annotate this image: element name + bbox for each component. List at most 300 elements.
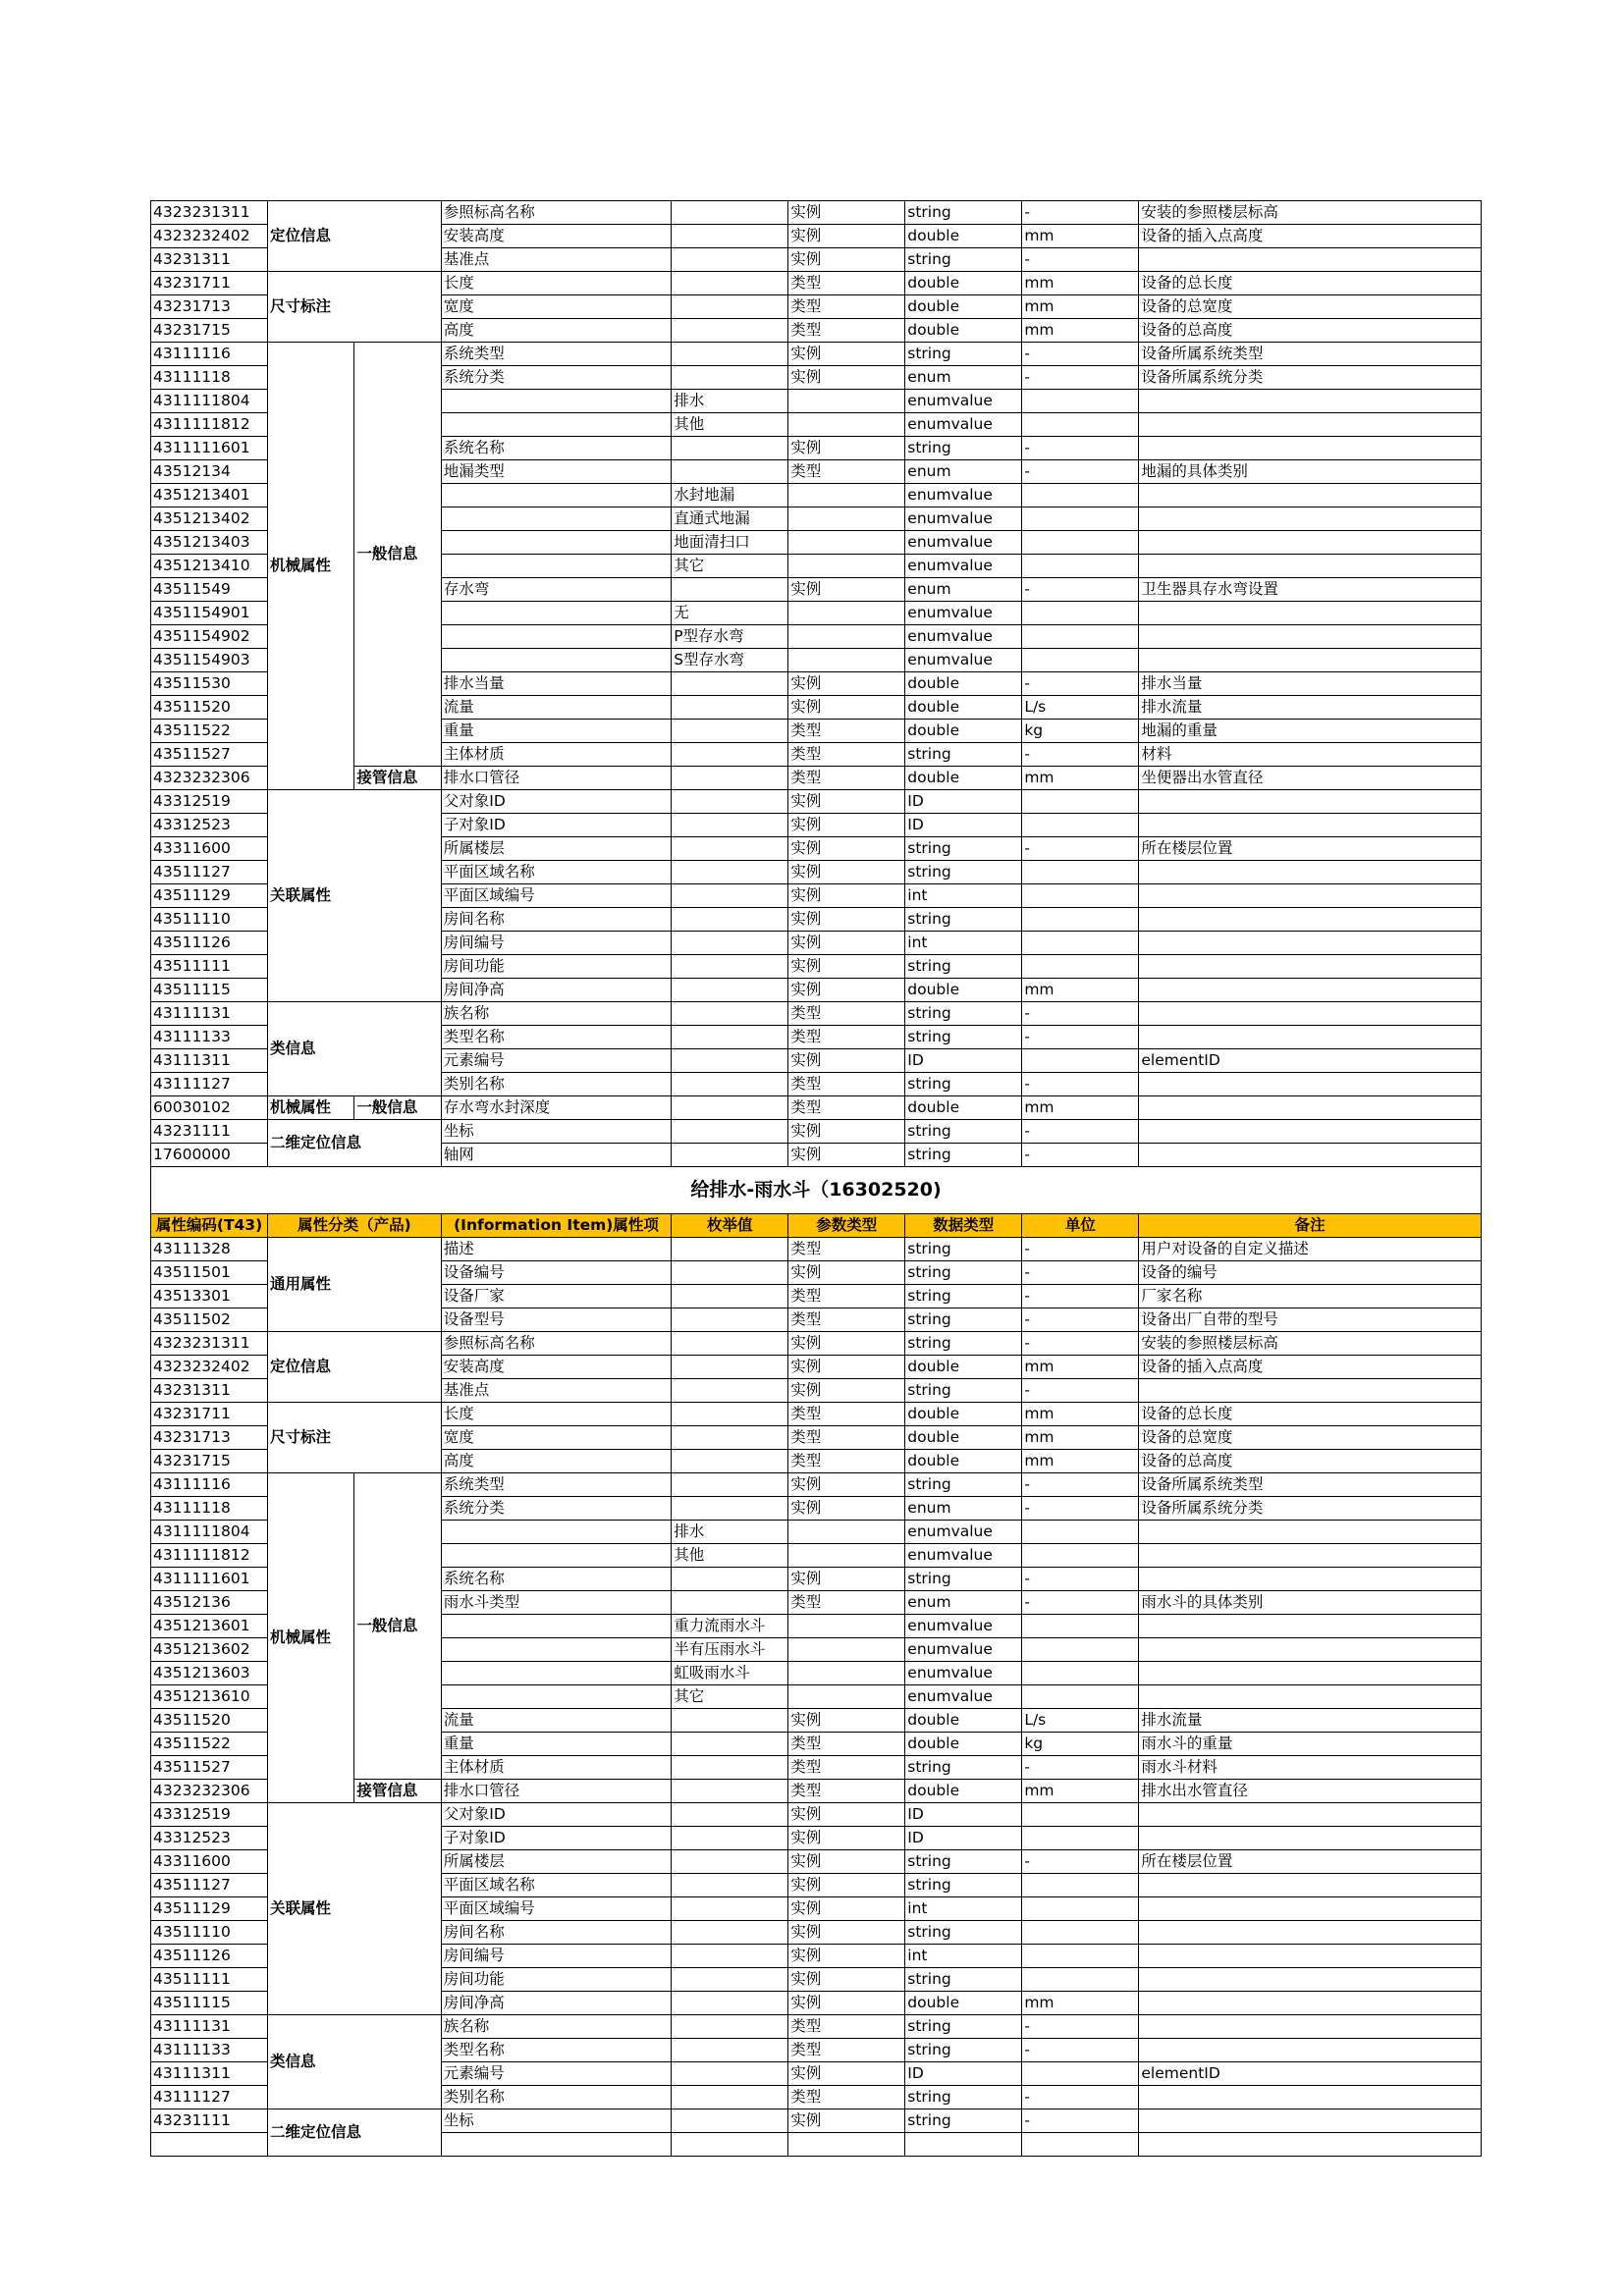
- enum-value-cell: [672, 366, 788, 390]
- param-type-cell: 类型: [788, 2086, 905, 2109]
- section-2-body: [151, 1238, 1482, 2157]
- unit-cell: mm: [1022, 295, 1139, 319]
- property-item-cell: 族名称: [441, 2015, 671, 2039]
- param-type-cell: 类型: [788, 1780, 905, 1803]
- data-type-cell: string: [905, 955, 1022, 979]
- property-item-cell: 主体材质: [441, 1756, 671, 1780]
- data-type-cell: double: [905, 1356, 1022, 1379]
- data-type-cell: double: [905, 720, 1022, 743]
- unit-cell: [1022, 1615, 1139, 1638]
- unit-cell: -: [1022, 2015, 1139, 2039]
- header-note: 备注: [1139, 1214, 1482, 1238]
- enum-value-cell: 排水: [672, 390, 788, 413]
- unit-cell: -: [1022, 1850, 1139, 1874]
- property-code-cell: 43111311: [151, 1049, 268, 1073]
- property-item-cell: 系统名称: [441, 1568, 671, 1591]
- enum-value-cell: 其它: [672, 1685, 788, 1709]
- enum-value-cell: 排水: [672, 1521, 788, 1544]
- property-code-cell: 43511129: [151, 1897, 268, 1921]
- note-cell: [1139, 1921, 1482, 1945]
- column-header-row: [151, 1214, 1482, 1238]
- property-code-cell: 43111116: [151, 1473, 268, 1497]
- property-code-cell: 43231713: [151, 295, 268, 319]
- note-cell: 排水流量: [1139, 1709, 1482, 1733]
- category-cell: 二维定位信息: [268, 1120, 442, 1167]
- property-item-cell: 基准点: [441, 1379, 671, 1403]
- property-item-cell: 排水口管径: [441, 767, 671, 790]
- data-type-cell: enumvalue: [905, 390, 1022, 413]
- property-item-cell: [441, 555, 671, 578]
- unit-cell: mm: [1022, 1780, 1139, 1803]
- property-item-cell: [441, 1638, 671, 1662]
- data-type-cell: string: [905, 1568, 1022, 1591]
- property-code-cell: 43111118: [151, 366, 268, 390]
- unit-cell: -: [1022, 248, 1139, 272]
- property-item-cell: 存水弯: [441, 578, 671, 602]
- enum-value-cell: [672, 248, 788, 272]
- enum-value-cell: [672, 1803, 788, 1827]
- unit-cell: -: [1022, 1144, 1139, 1167]
- property-item-cell: [441, 2133, 671, 2157]
- enum-value-cell: [672, 743, 788, 767]
- unit-cell: [1022, 1544, 1139, 1568]
- note-cell: [1139, 861, 1482, 884]
- unit-cell: -: [1022, 437, 1139, 460]
- data-type-cell: enum: [905, 1591, 1022, 1615]
- property-item-cell: 类型名称: [441, 2039, 671, 2062]
- property-table: [150, 200, 1482, 2157]
- param-type-cell: 实例: [788, 1874, 905, 1897]
- enum-value-cell: 无: [672, 602, 788, 625]
- subcategory-cell: 一般信息: [354, 343, 441, 767]
- header-code: 属性编码(T43): [151, 1214, 268, 1238]
- unit-cell: [1022, 861, 1139, 884]
- property-code-cell: 43111328: [151, 1238, 268, 1261]
- property-item-cell: [441, 1615, 671, 1638]
- property-item-cell: 父对象ID: [441, 790, 671, 814]
- property-item-cell: [441, 649, 671, 672]
- param-type-cell: [788, 555, 905, 578]
- property-code-cell: 4351213601: [151, 1615, 268, 1638]
- property-code-cell: 4311111601: [151, 1568, 268, 1591]
- data-type-cell: enumvalue: [905, 1685, 1022, 1709]
- note-cell: 安装的参照楼层标高: [1139, 1332, 1482, 1356]
- data-type-cell: double: [905, 1096, 1022, 1120]
- property-code-cell: 4351213401: [151, 484, 268, 507]
- unit-cell: [1022, 790, 1139, 814]
- enum-value-cell: [672, 932, 788, 955]
- property-item-cell: 房间净高: [441, 979, 671, 1002]
- unit-cell: -: [1022, 743, 1139, 767]
- enum-value-cell: [672, 767, 788, 790]
- param-type-cell: [788, 1615, 905, 1638]
- note-cell: [1139, 1120, 1482, 1144]
- table-row: [151, 790, 1482, 814]
- note-cell: 排水流量: [1139, 696, 1482, 720]
- subcategory-cell: 接管信息: [354, 767, 441, 790]
- note-cell: [1139, 1002, 1482, 1026]
- section-title: 给排水-雨水斗（16302520): [151, 1167, 1482, 1214]
- param-type-cell: 实例: [788, 1332, 905, 1356]
- unit-cell: [1022, 1803, 1139, 1827]
- property-code-cell: 43511522: [151, 1733, 268, 1756]
- param-type-cell: 实例: [788, 932, 905, 955]
- param-type-cell: [788, 649, 905, 672]
- note-cell: [1139, 1521, 1482, 1544]
- unit-cell: [1022, 908, 1139, 932]
- note-cell: [1139, 908, 1482, 932]
- property-code-cell: 43511520: [151, 696, 268, 720]
- unit-cell: mm: [1022, 767, 1139, 790]
- property-code-cell: 43231711: [151, 272, 268, 295]
- table-row: [151, 343, 1482, 366]
- enum-value-cell: [672, 1120, 788, 1144]
- unit-cell: -: [1022, 1497, 1139, 1521]
- data-type-cell: enumvalue: [905, 413, 1022, 437]
- category-cell: 尺寸标注: [268, 1403, 442, 1473]
- property-code-cell: 43111133: [151, 2039, 268, 2062]
- param-type-cell: 实例: [788, 955, 905, 979]
- unit-cell: mm: [1022, 225, 1139, 248]
- category-cell: 机械属性: [268, 343, 354, 790]
- unit-cell: [1022, 1968, 1139, 1992]
- enum-value-cell: [672, 837, 788, 861]
- note-cell: 材料: [1139, 743, 1482, 767]
- unit-cell: -: [1022, 1285, 1139, 1308]
- enum-value-cell: [672, 979, 788, 1002]
- unit-cell: [1022, 814, 1139, 837]
- param-type-cell: 实例: [788, 1803, 905, 1827]
- data-type-cell: enumvalue: [905, 625, 1022, 649]
- note-cell: 雨水斗材料: [1139, 1756, 1482, 1780]
- note-cell: [1139, 1662, 1482, 1685]
- property-item-cell: [441, 602, 671, 625]
- data-type-cell: ID: [905, 2062, 1022, 2086]
- data-type-cell: string: [905, 1144, 1022, 1167]
- unit-cell: mm: [1022, 1992, 1139, 2015]
- param-type-cell: 类型: [788, 1026, 905, 1049]
- note-cell: [1139, 649, 1482, 672]
- data-type-cell: string: [905, 908, 1022, 932]
- category-cell: 类信息: [268, 2015, 442, 2109]
- enum-value-cell: [672, 1591, 788, 1615]
- data-type-cell: enum: [905, 1497, 1022, 1521]
- unit-cell: -: [1022, 1473, 1139, 1497]
- param-type-cell: 实例: [788, 343, 905, 366]
- property-code-cell: 43511115: [151, 1992, 268, 2015]
- category-cell: 二维定位信息: [268, 2109, 442, 2157]
- property-item-cell: 房间编号: [441, 1945, 671, 1968]
- category-cell: 关联属性: [268, 790, 442, 1002]
- property-item-cell: 宽度: [441, 295, 671, 319]
- data-type-cell: string: [905, 2109, 1022, 2133]
- param-type-cell: 实例: [788, 578, 905, 602]
- property-item-cell: 排水口管径: [441, 1780, 671, 1803]
- param-type-cell: 实例: [788, 814, 905, 837]
- category-cell: 类信息: [268, 1002, 442, 1096]
- data-type-cell: double: [905, 1403, 1022, 1426]
- note-cell: [1139, 1968, 1482, 1992]
- data-type-cell: string: [905, 248, 1022, 272]
- note-cell: [1139, 814, 1482, 837]
- property-code-cell: 43511502: [151, 1308, 268, 1332]
- section-2-heading: [151, 1167, 1482, 1238]
- property-item-cell: 房间名称: [441, 1921, 671, 1945]
- property-item-cell: 类别名称: [441, 2086, 671, 2109]
- property-code-cell: 43511527: [151, 743, 268, 767]
- enum-value-cell: [672, 295, 788, 319]
- property-code-cell: 43511549: [151, 578, 268, 602]
- data-type-cell: double: [905, 979, 1022, 1002]
- property-code-cell: 43512134: [151, 460, 268, 484]
- section-title-row: [151, 1167, 1482, 1214]
- enum-value-cell: [672, 861, 788, 884]
- data-type-cell: enumvalue: [905, 1662, 1022, 1685]
- enum-value-cell: [672, 1827, 788, 1850]
- note-cell: 设备的总高度: [1139, 319, 1482, 343]
- category-cell: 尺寸标注: [268, 272, 442, 343]
- unit-cell: [1022, 1685, 1139, 1709]
- note-cell: [1139, 484, 1482, 507]
- property-code-cell: 43511527: [151, 1756, 268, 1780]
- property-code-cell: 43231713: [151, 1426, 268, 1450]
- note-cell: 卫生器具存水弯设置: [1139, 578, 1482, 602]
- property-item-cell: 平面区域编号: [441, 884, 671, 908]
- property-code-cell: 43231311: [151, 1379, 268, 1403]
- unit-cell: mm: [1022, 1450, 1139, 1473]
- enum-value-cell: [672, 1780, 788, 1803]
- header-param-type: 参数类型: [788, 1214, 905, 1238]
- enum-value-cell: [672, 272, 788, 295]
- property-code-cell: 43231311: [151, 248, 268, 272]
- unit-cell: -: [1022, 1568, 1139, 1591]
- param-type-cell: 实例: [788, 696, 905, 720]
- enum-value-cell: [672, 884, 788, 908]
- data-type-cell: double: [905, 319, 1022, 343]
- header-category: 属性分类（产品): [268, 1214, 442, 1238]
- unit-cell: [1022, 1874, 1139, 1897]
- property-item-cell: 类别名称: [441, 1073, 671, 1096]
- property-item-cell: 房间净高: [441, 1992, 671, 2015]
- property-item-cell: 流量: [441, 1709, 671, 1733]
- param-type-cell: [788, 484, 905, 507]
- enum-value-cell: [672, 1945, 788, 1968]
- data-type-cell: enumvalue: [905, 1638, 1022, 1662]
- note-cell: [1139, 390, 1482, 413]
- param-type-cell: [788, 531, 905, 555]
- param-type-cell: 实例: [788, 1945, 905, 1968]
- property-code-cell: 43511129: [151, 884, 268, 908]
- data-type-cell: string: [905, 1285, 1022, 1308]
- data-type-cell: string: [905, 2086, 1022, 2109]
- enum-value-cell: [672, 1709, 788, 1733]
- data-type-cell: double: [905, 1450, 1022, 1473]
- enum-value-cell: 重力流雨水斗: [672, 1615, 788, 1638]
- param-type-cell: 实例: [788, 437, 905, 460]
- property-code-cell: 43231715: [151, 1450, 268, 1473]
- param-type-cell: 实例: [788, 366, 905, 390]
- param-type-cell: 类型: [788, 1238, 905, 1261]
- property-item-cell: 重量: [441, 720, 671, 743]
- note-cell: 设备所属系统类型: [1139, 1473, 1482, 1497]
- unit-cell: -: [1022, 1238, 1139, 1261]
- enum-value-cell: [672, 1897, 788, 1921]
- property-code-cell: 43311600: [151, 1850, 268, 1874]
- param-type-cell: [788, 507, 905, 531]
- property-code-cell: 43111133: [151, 1026, 268, 1049]
- enum-value-cell: [672, 1473, 788, 1497]
- note-cell: 厂家名称: [1139, 1285, 1482, 1308]
- note-cell: [1139, 531, 1482, 555]
- param-type-cell: 类型: [788, 767, 905, 790]
- property-item-cell: 宽度: [441, 1426, 671, 1450]
- property-item-cell: 基准点: [441, 248, 671, 272]
- property-code-cell: 43511115: [151, 979, 268, 1002]
- property-code-cell: 43311600: [151, 837, 268, 861]
- param-type-cell: 实例: [788, 908, 905, 932]
- property-item-cell: 系统名称: [441, 437, 671, 460]
- data-type-cell: string: [905, 1473, 1022, 1497]
- table-row: [151, 1332, 1482, 1356]
- property-item-cell: [441, 531, 671, 555]
- param-type-cell: 类型: [788, 295, 905, 319]
- enum-value-cell: [672, 1049, 788, 1073]
- unit-cell: [1022, 484, 1139, 507]
- property-code-cell: 43511111: [151, 955, 268, 979]
- property-code-cell: 43231111: [151, 1120, 268, 1144]
- param-type-cell: 类型: [788, 1308, 905, 1332]
- property-code-cell: 4311111601: [151, 437, 268, 460]
- unit-cell: -: [1022, 1026, 1139, 1049]
- data-type-cell: ID: [905, 1803, 1022, 1827]
- note-cell: 设备所属系统分类: [1139, 1497, 1482, 1521]
- enum-value-cell: P型存水弯: [672, 625, 788, 649]
- param-type-cell: 类型: [788, 1426, 905, 1450]
- note-cell: [1139, 1685, 1482, 1709]
- param-type-cell: 实例: [788, 672, 905, 696]
- property-code-cell: 60030102: [151, 1096, 268, 1120]
- unit-cell: [1022, 1897, 1139, 1921]
- param-type-cell: 实例: [788, 884, 905, 908]
- subcategory-cell: 一般信息: [354, 1096, 441, 1120]
- property-item-cell: [441, 1662, 671, 1685]
- enum-value-cell: [672, 1285, 788, 1308]
- table-row: [151, 201, 1482, 225]
- property-item-cell: 设备型号: [441, 1308, 671, 1332]
- property-code-cell: 4351213610: [151, 1685, 268, 1709]
- note-cell: [1139, 555, 1482, 578]
- note-cell: [1139, 955, 1482, 979]
- property-code-cell: 43511501: [151, 1261, 268, 1285]
- note-cell: [1139, 2109, 1482, 2133]
- note-cell: elementID: [1139, 2062, 1482, 2086]
- note-cell: 排水出水管直径: [1139, 1780, 1482, 1803]
- property-item-cell: 重量: [441, 1733, 671, 1756]
- property-code-cell: 43312523: [151, 1827, 268, 1850]
- property-item-cell: 参照标高名称: [441, 1332, 671, 1356]
- data-type-cell: string: [905, 1379, 1022, 1403]
- param-type-cell: 实例: [788, 979, 905, 1002]
- note-cell: [1139, 1897, 1482, 1921]
- note-cell: 设备的总高度: [1139, 1450, 1482, 1473]
- enum-value-cell: 虹吸雨水斗: [672, 1662, 788, 1685]
- data-type-cell: string: [905, 2039, 1022, 2062]
- property-item-cell: 坐标: [441, 1120, 671, 1144]
- property-item-cell: 地漏类型: [441, 460, 671, 484]
- enum-value-cell: [672, 319, 788, 343]
- unit-cell: mm: [1022, 1403, 1139, 1426]
- enum-value-cell: [672, 1356, 788, 1379]
- property-code-cell: 43511111: [151, 1968, 268, 1992]
- property-code-cell: 4351154901: [151, 602, 268, 625]
- enum-value-cell: 半有压雨水斗: [672, 1638, 788, 1662]
- enum-value-cell: 其他: [672, 1544, 788, 1568]
- data-type-cell: enumvalue: [905, 1521, 1022, 1544]
- property-item-cell: 描述: [441, 1238, 671, 1261]
- property-code-cell: 43312519: [151, 1803, 268, 1827]
- category-cell: 机械属性: [268, 1473, 354, 1803]
- table-row: [151, 2015, 1482, 2039]
- param-type-cell: [788, 625, 905, 649]
- unit-cell: -: [1022, 460, 1139, 484]
- param-type-cell: 实例: [788, 201, 905, 225]
- data-type-cell: string: [905, 1850, 1022, 1874]
- property-code-cell: 43511126: [151, 1945, 268, 1968]
- note-cell: [1139, 1874, 1482, 1897]
- note-cell: 设备的总宽度: [1139, 1426, 1482, 1450]
- param-type-cell: 实例: [788, 1921, 905, 1945]
- property-item-cell: 设备厂家: [441, 1285, 671, 1308]
- property-code-cell: 4311111812: [151, 1544, 268, 1568]
- property-item-cell: 所属楼层: [441, 837, 671, 861]
- data-type-cell: double: [905, 225, 1022, 248]
- note-cell: 设备出厂自带的型号: [1139, 1308, 1482, 1332]
- enum-value-cell: [672, 2109, 788, 2133]
- property-item-cell: 轴网: [441, 1144, 671, 1167]
- enum-value-cell: 其他: [672, 413, 788, 437]
- property-item-cell: [441, 1685, 671, 1709]
- data-type-cell: double: [905, 672, 1022, 696]
- unit-cell: [1022, 625, 1139, 649]
- property-code-cell: 43511110: [151, 1921, 268, 1945]
- unit-cell: L/s: [1022, 696, 1139, 720]
- note-cell: 设备的插入点高度: [1139, 1356, 1482, 1379]
- enum-value-cell: [672, 1968, 788, 1992]
- param-type-cell: 实例: [788, 2062, 905, 2086]
- param-type-cell: 实例: [788, 1144, 905, 1167]
- unit-cell: [1022, 2062, 1139, 2086]
- unit-cell: mm: [1022, 319, 1139, 343]
- unit-cell: mm: [1022, 1426, 1139, 1450]
- enum-value-cell: 其它: [672, 555, 788, 578]
- spreadsheet-page: [150, 200, 1482, 2141]
- enum-value-cell: [672, 1497, 788, 1521]
- enum-value-cell: [672, 1450, 788, 1473]
- property-code-cell: 4351154903: [151, 649, 268, 672]
- property-item-cell: 系统分类: [441, 1497, 671, 1521]
- enum-value-cell: [672, 2015, 788, 2039]
- data-type-cell: string: [905, 1921, 1022, 1945]
- param-type-cell: [788, 602, 905, 625]
- enum-value-cell: [672, 437, 788, 460]
- property-code-cell: 4323232306: [151, 767, 268, 790]
- note-cell: 雨水斗的重量: [1139, 1733, 1482, 1756]
- param-type-cell: 实例: [788, 1968, 905, 1992]
- note-cell: [1139, 1379, 1482, 1403]
- property-item-cell: 参照标高名称: [441, 201, 671, 225]
- unit-cell: -: [1022, 672, 1139, 696]
- enum-value-cell: [672, 1733, 788, 1756]
